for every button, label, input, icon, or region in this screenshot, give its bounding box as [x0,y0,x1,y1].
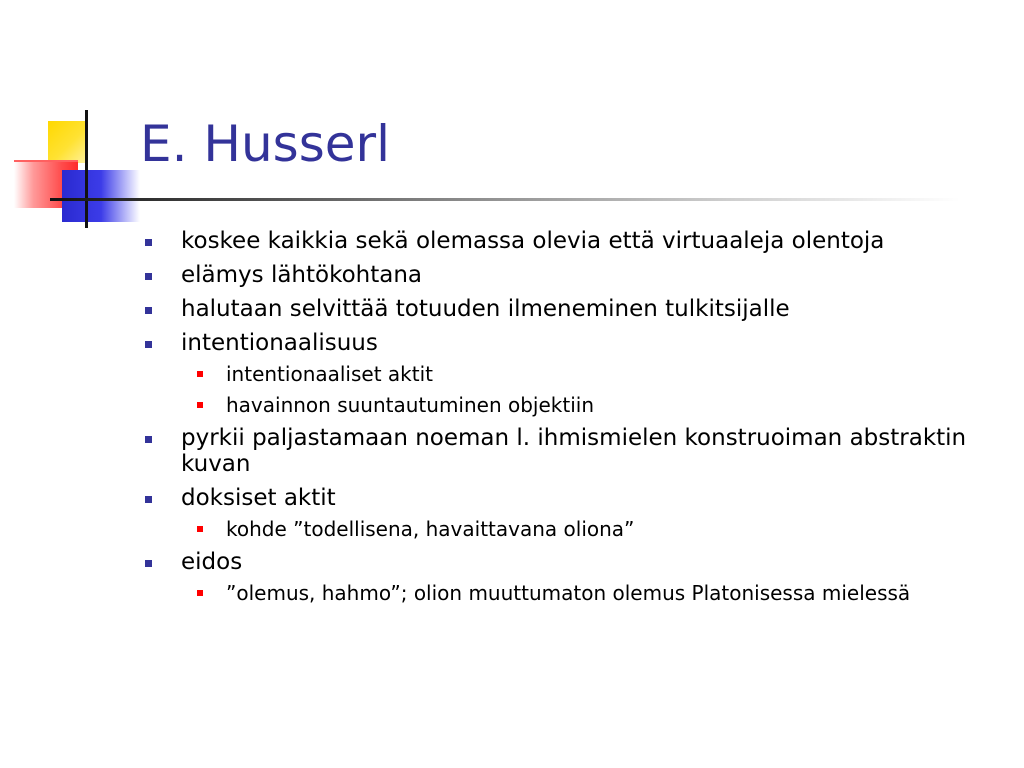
sub-bullet-item [181,393,1013,417]
blue-square-decoration [62,170,140,222]
bullet-item [143,485,1013,541]
decorative-logo [0,0,160,240]
square-bullet-icon [145,560,152,567]
bullet-text: intentionaalisuus [181,330,378,356]
slide-content [143,228,1013,613]
sub-bullet-text: ”olemus, hahmo”; olion muuttumaton olemus Platonisessa mielessä [226,581,911,605]
sub-bullet-list [181,581,1013,605]
slide-title: E. Husserl [140,115,390,173]
red-square-bullet-icon [197,371,203,377]
bullet-item [143,228,1013,254]
red-square-bullet-icon [197,526,203,532]
bullet-item [143,425,1013,477]
sub-bullet-list [181,362,1013,417]
square-bullet-icon [145,496,152,503]
title-underline [50,198,960,201]
bullet-item [143,262,1013,288]
square-bullet-icon [145,273,152,280]
bullet-text: halutaan selvittää totuuden ilmeneminen tulkitsijalle [181,296,790,322]
bullet-text: doksiset aktit [181,485,336,511]
square-bullet-icon [145,307,152,314]
bullet-item [143,549,1013,605]
vertical-line-decoration [85,110,88,228]
bullet-text: elämys lähtökohtana [181,262,423,288]
bullet-item [143,296,1013,322]
red-square-bullet-icon [197,402,203,408]
square-bullet-icon [145,239,152,246]
yellow-square-decoration [48,121,88,163]
bullet-list [143,228,1013,605]
bullet-text: pyrkii paljastamaan noeman l. ihmismielen konstruoiman abstraktin kuvan [181,425,967,477]
sub-bullet-item [181,581,1013,605]
bullet-text: eidos [181,549,243,575]
bullet-text: koskee kaikkia sekä olemassa olevia että virtuaaleja olentoja [181,228,885,254]
sub-bullet-item [181,362,1013,386]
square-bullet-icon [145,436,152,443]
sub-bullet-text: intentionaaliset aktit [226,362,433,386]
sub-bullet-item [181,517,1013,541]
sub-bullet-text: kohde ”todellisena, havaittavana oliona” [226,517,635,541]
sub-bullet-list [181,517,1013,541]
square-bullet-icon [145,341,152,348]
bullet-item [143,330,1013,417]
red-square-bullet-icon [197,590,203,596]
sub-bullet-text: havainnon suuntautuminen objektiin [226,393,594,417]
